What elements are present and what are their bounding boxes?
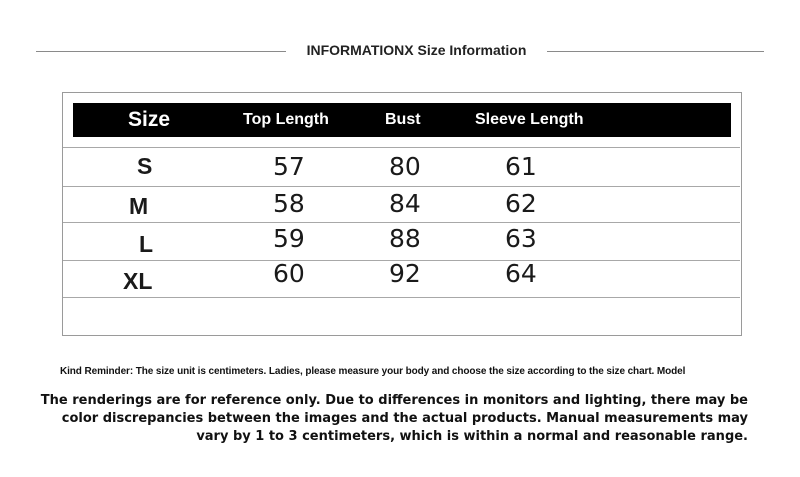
column-header-size: Size — [128, 108, 171, 131]
page-title: INFORMATIONX Size Information — [306, 42, 527, 58]
header-rule-left — [36, 51, 286, 52]
top-length-cell: 60 — [273, 259, 305, 288]
top-length-cell: 57 — [273, 152, 305, 181]
sleeve-length-cell: 64 — [505, 259, 537, 288]
bust-cell: 92 — [389, 259, 421, 288]
size-reminder-note: Kind Reminder: The size unit is centimeters. Ladies, please measure your body and choose the size according to the size chart. Model — [60, 366, 686, 377]
sleeve-length-cell: 61 — [505, 152, 537, 181]
row-divider — [63, 147, 740, 148]
sleeve-length-cell: 63 — [505, 224, 537, 253]
bust-cell: 80 — [389, 152, 421, 181]
table-header-row — [73, 103, 731, 137]
row-divider — [63, 297, 740, 298]
disclaimer-note: The renderings are for reference only. Due to differences in monitors and lighting, there may be color discrepancies between the images and the actual products. Manual measurements may vary by 1 to 3 centimeters, which is within a normal and reasonable range. — [40, 393, 748, 444]
header-rule-right — [547, 51, 764, 52]
column-header-sleeve-length: Sleeve Length — [475, 111, 584, 128]
column-header-top-length: Top Length — [243, 111, 329, 128]
sleeve-length-cell: 62 — [505, 189, 537, 218]
bust-cell: 84 — [389, 189, 421, 218]
top-length-cell: 59 — [273, 224, 305, 253]
size-cell: XL — [123, 268, 153, 294]
bust-cell: 88 — [389, 224, 421, 253]
size-cell: M — [129, 193, 149, 219]
top-length-cell: 58 — [273, 189, 305, 218]
row-divider — [63, 186, 740, 187]
size-cell: S — [137, 153, 153, 179]
row-divider — [63, 222, 740, 223]
size-table — [62, 92, 742, 336]
size-cell: L — [139, 231, 154, 257]
column-header-bust: Bust — [385, 111, 421, 128]
